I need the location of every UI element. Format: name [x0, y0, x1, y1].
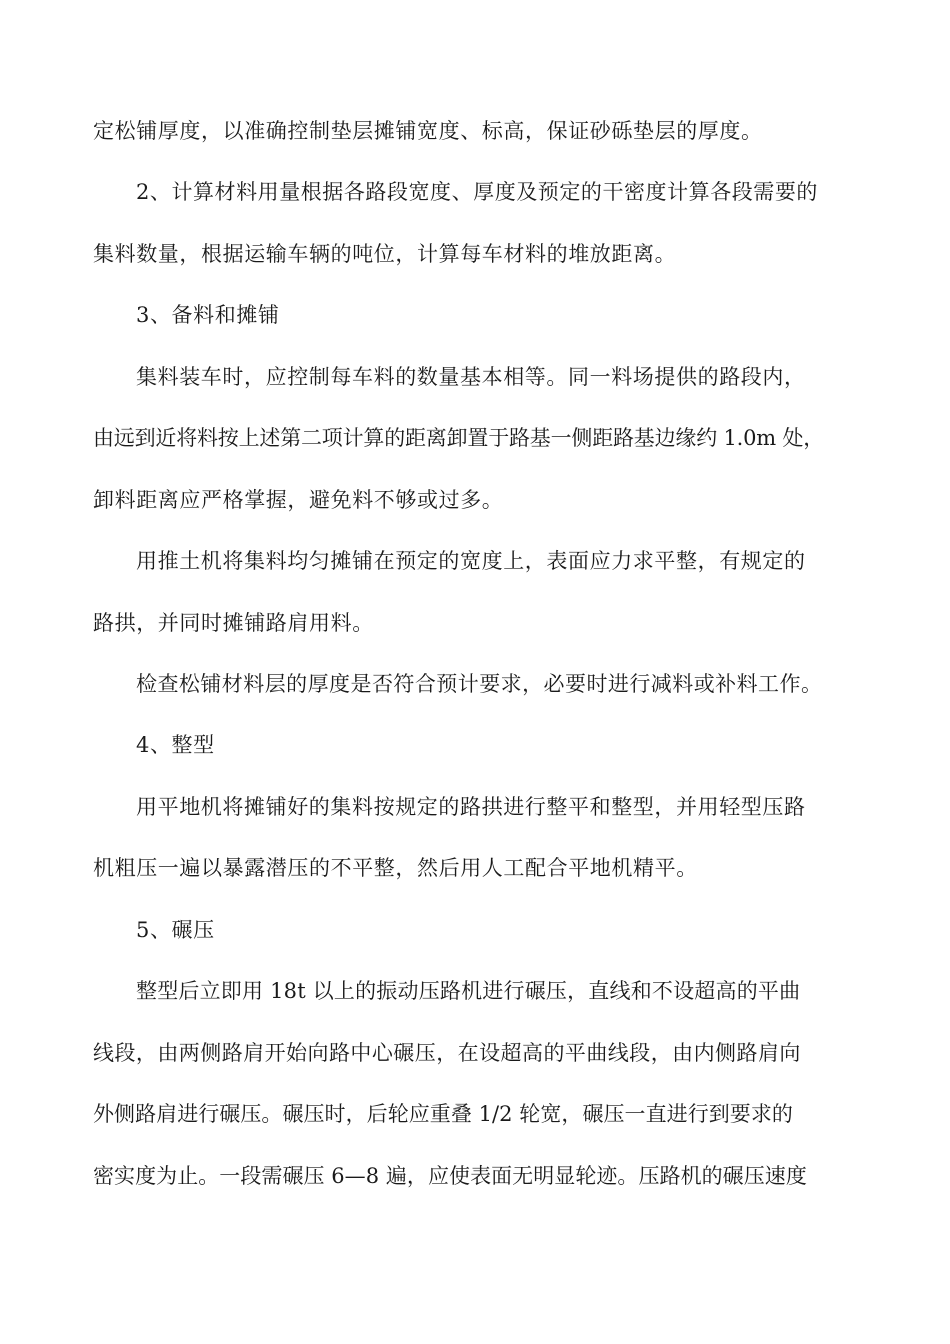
paragraph-line: 用推土机将集料均匀摊铺在预定的宽度上，表面应力求平整，有规定的: [136, 549, 806, 573]
paragraph-line: 路拱，并同时摊铺路肩用料。: [93, 611, 374, 635]
section-heading: 5、碾压: [136, 918, 215, 942]
section-heading: 3、备料和摊铺: [136, 303, 280, 327]
paragraph-line: 用平地机将摊铺好的集料按规定的路拱进行整平和整型，并用轻型压路: [136, 795, 806, 819]
section-heading: 4、整型: [136, 733, 215, 757]
paragraph-line: 由远到近将料按上述第二项计算的距离卸置于路基一侧距路基边缘约 1.0m 处，: [93, 426, 825, 450]
paragraph-line: 定松铺厚度，以准确控制垫层摊铺宽度、标高，保证砂砾垫层的厚度。: [93, 119, 763, 143]
paragraph-line: 卸料距离应严格掌握，避免料不够或过多。: [93, 488, 504, 512]
paragraph-line: 密实度为止。一段需碾压 6—8 遍，应使表面无明显轮迹。压路机的碾压速度: [93, 1164, 807, 1188]
paragraph-line: 检查松铺材料层的厚度是否符合预计要求，必要时进行减料或补料工作。: [136, 672, 823, 696]
paragraph-line: 外侧路肩进行碾压。碾压时，后轮应重叠 1/2 轮宽，碾压一直进行到要求的: [93, 1102, 793, 1126]
paragraph-line: 机粗压一遍以暴露潜压的不平整，然后用人工配合平地机精平。: [93, 856, 698, 880]
paragraph-line: 线段，由两侧路肩开始向路中心碾压，在设超高的平曲线段，由内侧路肩向: [93, 1041, 801, 1065]
paragraph-line: 2、计算材料用量根据各路段宽度、厚度及预定的干密度计算各段需要的: [136, 180, 818, 204]
paragraph-line: 集料数量，根据运输车辆的吨位，计算每车材料的堆放距离。: [93, 242, 677, 266]
paragraph-line: 整型后立即用 18t 以上的振动压路机进行碾压，直线和不设超高的平曲: [136, 979, 801, 1003]
paragraph-line: 集料装车时，应控制每车料的数量基本相等。同一料场提供的路段内，: [136, 365, 806, 389]
